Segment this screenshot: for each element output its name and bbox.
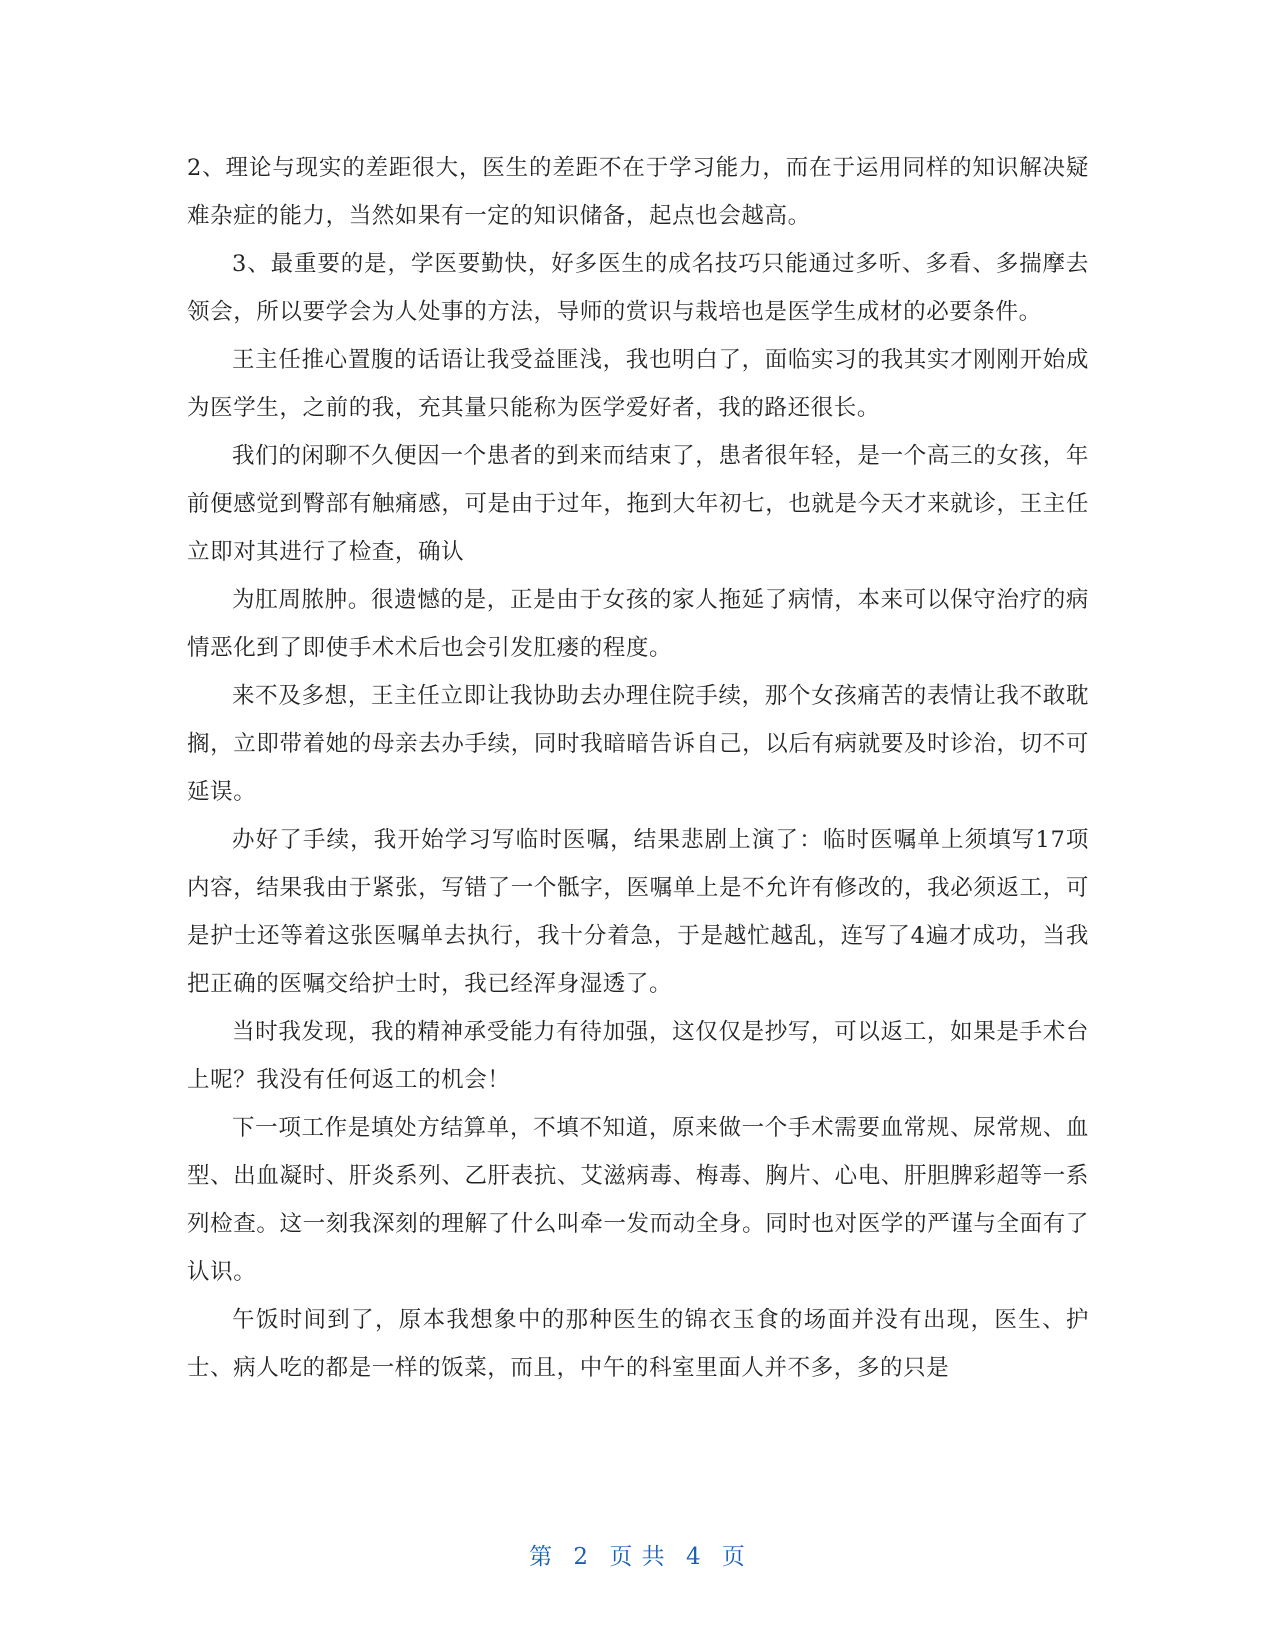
page-footer — [0, 1538, 1275, 1571]
paragraph-6: 来不及多想，王主任立即让我协助去办理住院手续，那个女孩痛苦的表情让我不敢耽搁，立即带着她的母亲去办手续，同时我暗暗告诉自己，以后有病就要及时诊治，切不可延误。 — [187, 683, 1089, 805]
footer-middle: 页 共 — [609, 1544, 666, 1570]
paragraph-4: 我们的闲聊不久便因一个患者的到来而结束了，患者很年轻，是一个高三的女孩，年前便感觉到臀部有触痛感，可是由于过年，拖到大年初七，也就是今天才来就诊，王主任立即对其进行了检查，确认 — [187, 443, 1089, 565]
paragraph-1: 2、理论与现实的差距很大，医生的差距不在于学习能力，而在于运用同样的知识解决疑难杂症的能力，当然如果有一定的知识储备，起点也会越高。 — [187, 155, 1089, 229]
paragraph-10: 午饭时间到了，原本我想象中的那种医生的锦衣玉食的场面并没有出现，医生、护士、病人吃的都是一样的饭菜，而且，中午的科室里面人并不多，多的只是 — [187, 1307, 1089, 1381]
paragraph-9: 下一项工作是填处方结算单，不填不知道，原来做一个手术需要血常规、尿常规、血型、出血凝时、肝炎系列、乙肝表抗、艾滋病毒、梅毒、胸片、心电、肝胆脾彩超等一系列检查。这一刻我深刻的理解了什么叫牵一发而动全身。同时也对医学的严谨与全面有了认识。 — [187, 1115, 1089, 1285]
footer-total-pages: 4 — [685, 1544, 702, 1570]
paragraph-5: 为肛周脓肿。很遗憾的是，正是由于女孩的家人拖延了病情，本来可以保守治疗的病情恶化到了即使手术术后也会引发肛瘘的程度。 — [187, 587, 1089, 661]
document-body — [187, 144, 1089, 1392]
footer-current-page: 2 — [573, 1544, 590, 1570]
paragraph-8: 当时我发现，我的精神承受能力有待加强，这仅仅是抄写，可以返工，如果是手术台上呢？我没有任何返工的机会！ — [187, 1019, 1089, 1093]
paragraph-3: 王主任推心置腹的话语让我受益匪浅，我也明白了，面临实习的我其实才刚刚开始成为医学生，之前的我，充其量只能称为医学爱好者，我的路还很长。 — [187, 347, 1089, 421]
paragraph-2: 3、最重要的是，学医要勤快，好多医生的成名技巧只能通过多听、多看、多揣摩去领会，所以要学会为人处事的方法，导师的赏识与栽培也是医学生成材的必要条件。 — [187, 251, 1089, 325]
paragraph-7: 办好了手续，我开始学习写临时医嘱，结果悲剧上演了：临时医嘱单上须填写17项内容，结果我由于紧张，写错了一个骶字，医嘱单上是不允许有修改的，我必须返工，可是护士还等着这张医嘱单去执行，我十分着急，于是越忙越乱，连写了4遍才成功，当我把正确的医嘱交给护士时，我已经浑身湿透了。 — [187, 827, 1089, 997]
footer-prefix: 第 — [529, 1544, 554, 1570]
footer-suffix: 页 — [721, 1544, 746, 1570]
